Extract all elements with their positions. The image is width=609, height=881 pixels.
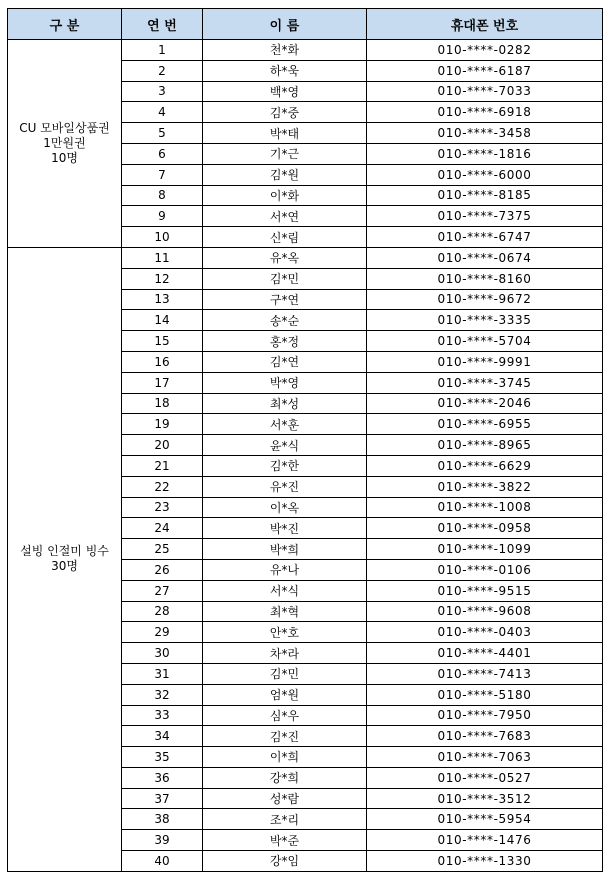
phone-cell: 010-****-9672 [367, 289, 603, 310]
group-cell [8, 40, 122, 248]
seq-cell: 29 [122, 622, 203, 643]
table-row [8, 247, 603, 268]
seq-cell: 32 [122, 684, 203, 705]
phone-cell: 010-****-0282 [367, 40, 603, 61]
seq-cell: 6 [122, 143, 203, 164]
name-cell: 박*희 [203, 539, 367, 560]
name-cell: 서*연 [203, 206, 367, 227]
seq-cell: 11 [122, 247, 203, 268]
seq-cell: 4 [122, 102, 203, 123]
name-cell: 박*태 [203, 123, 367, 144]
name-cell: 김*민 [203, 268, 367, 289]
phone-cell: 010-****-1330 [367, 851, 603, 872]
seq-cell: 35 [122, 747, 203, 768]
name-cell: 유*진 [203, 476, 367, 497]
seq-cell: 3 [122, 81, 203, 102]
phone-cell: 010-****-6629 [367, 455, 603, 476]
name-cell: 김*연 [203, 351, 367, 372]
phone-cell: 010-****-9515 [367, 580, 603, 601]
seq-cell: 39 [122, 830, 203, 851]
seq-cell: 38 [122, 809, 203, 830]
header-phone: 휴대폰 번호 [367, 9, 603, 40]
phone-cell: 010-****-6747 [367, 227, 603, 248]
phone-cell: 010-****-1008 [367, 497, 603, 518]
phone-cell: 010-****-3822 [367, 476, 603, 497]
phone-cell: 010-****-7375 [367, 206, 603, 227]
seq-cell: 5 [122, 123, 203, 144]
name-cell: 조*리 [203, 809, 367, 830]
header-group: 구 분 [8, 9, 122, 40]
seq-cell: 15 [122, 331, 203, 352]
group-label-line: 설빙 인절미 빙수 [20, 544, 109, 559]
seq-cell: 24 [122, 518, 203, 539]
phone-cell: 010-****-1476 [367, 830, 603, 851]
name-cell: 서*훈 [203, 414, 367, 435]
seq-cell: 26 [122, 559, 203, 580]
name-cell: 엄*원 [203, 684, 367, 705]
name-cell: 박*진 [203, 518, 367, 539]
name-cell: 서*식 [203, 580, 367, 601]
group-label-line: 1만원권 [43, 135, 86, 150]
phone-cell: 010-****-3745 [367, 372, 603, 393]
phone-cell: 010-****-0674 [367, 247, 603, 268]
name-cell: 백*영 [203, 81, 367, 102]
name-cell: 최*혁 [203, 601, 367, 622]
group-label-line: 10명 [51, 150, 78, 165]
seq-cell: 25 [122, 539, 203, 560]
phone-cell: 010-****-3335 [367, 310, 603, 331]
group-cell [8, 247, 122, 871]
phone-cell: 010-****-7063 [367, 747, 603, 768]
seq-cell: 13 [122, 289, 203, 310]
seq-cell: 20 [122, 435, 203, 456]
phone-cell: 010-****-7413 [367, 663, 603, 684]
phone-cell: 010-****-8160 [367, 268, 603, 289]
name-cell: 구*연 [203, 289, 367, 310]
seq-cell: 7 [122, 164, 203, 185]
seq-cell: 21 [122, 455, 203, 476]
seq-cell: 8 [122, 185, 203, 206]
name-cell: 심*우 [203, 705, 367, 726]
seq-cell: 31 [122, 663, 203, 684]
table-row [8, 40, 603, 61]
phone-cell: 010-****-8965 [367, 435, 603, 456]
phone-cell: 010-****-0106 [367, 559, 603, 580]
phone-cell: 010-****-0527 [367, 767, 603, 788]
header-name: 이 름 [203, 9, 367, 40]
phone-cell: 010-****-5180 [367, 684, 603, 705]
name-cell: 유*나 [203, 559, 367, 580]
winners-table [7, 8, 603, 872]
phone-cell: 010-****-1816 [367, 143, 603, 164]
seq-cell: 12 [122, 268, 203, 289]
phone-cell: 010-****-7950 [367, 705, 603, 726]
phone-cell: 010-****-3458 [367, 123, 603, 144]
seq-cell: 27 [122, 580, 203, 601]
seq-cell: 9 [122, 206, 203, 227]
phone-cell: 010-****-6918 [367, 102, 603, 123]
phone-cell: 010-****-9608 [367, 601, 603, 622]
name-cell: 신*림 [203, 227, 367, 248]
seq-cell: 19 [122, 414, 203, 435]
header-row [8, 9, 603, 40]
name-cell: 천*화 [203, 40, 367, 61]
phone-cell: 010-****-4401 [367, 643, 603, 664]
phone-cell: 010-****-6000 [367, 164, 603, 185]
name-cell: 유*옥 [203, 247, 367, 268]
seq-cell: 17 [122, 372, 203, 393]
name-cell: 강*희 [203, 767, 367, 788]
seq-cell: 2 [122, 60, 203, 81]
name-cell: 차*라 [203, 643, 367, 664]
seq-cell: 36 [122, 767, 203, 788]
phone-cell: 010-****-0403 [367, 622, 603, 643]
name-cell: 김*진 [203, 726, 367, 747]
seq-cell: 1 [122, 40, 203, 61]
header-seq: 연 번 [122, 9, 203, 40]
seq-cell: 33 [122, 705, 203, 726]
phone-cell: 010-****-6955 [367, 414, 603, 435]
name-cell: 홍*정 [203, 331, 367, 352]
seq-cell: 37 [122, 788, 203, 809]
group-label-line: 30명 [51, 559, 78, 574]
phone-cell: 010-****-7033 [367, 81, 603, 102]
phone-cell: 010-****-5704 [367, 331, 603, 352]
seq-cell: 10 [122, 227, 203, 248]
seq-cell: 16 [122, 351, 203, 372]
name-cell: 김*민 [203, 663, 367, 684]
seq-cell: 14 [122, 310, 203, 331]
phone-cell: 010-****-2046 [367, 393, 603, 414]
name-cell: 김*원 [203, 164, 367, 185]
name-cell: 하*욱 [203, 60, 367, 81]
group-label-line: CU 모바일상품권 [19, 120, 110, 135]
name-cell: 안*호 [203, 622, 367, 643]
name-cell: 이*희 [203, 747, 367, 768]
phone-cell: 010-****-5954 [367, 809, 603, 830]
phone-cell: 010-****-8185 [367, 185, 603, 206]
name-cell: 강*임 [203, 851, 367, 872]
name-cell: 윤*식 [203, 435, 367, 456]
phone-cell: 010-****-6187 [367, 60, 603, 81]
phone-cell: 010-****-9991 [367, 351, 603, 372]
name-cell: 기*근 [203, 143, 367, 164]
seq-cell: 30 [122, 643, 203, 664]
name-cell: 박*영 [203, 372, 367, 393]
name-cell: 이*화 [203, 185, 367, 206]
seq-cell: 34 [122, 726, 203, 747]
table-body [8, 40, 603, 872]
seq-cell: 22 [122, 476, 203, 497]
name-cell: 김*중 [203, 102, 367, 123]
name-cell: 김*한 [203, 455, 367, 476]
seq-cell: 40 [122, 851, 203, 872]
seq-cell: 28 [122, 601, 203, 622]
name-cell: 송*순 [203, 310, 367, 331]
phone-cell: 010-****-3512 [367, 788, 603, 809]
table-header [8, 9, 603, 40]
phone-cell: 010-****-7683 [367, 726, 603, 747]
phone-cell: 010-****-1099 [367, 539, 603, 560]
name-cell: 성*람 [203, 788, 367, 809]
seq-cell: 18 [122, 393, 203, 414]
name-cell: 최*성 [203, 393, 367, 414]
name-cell: 박*준 [203, 830, 367, 851]
phone-cell: 010-****-0958 [367, 518, 603, 539]
seq-cell: 23 [122, 497, 203, 518]
name-cell: 이*옥 [203, 497, 367, 518]
